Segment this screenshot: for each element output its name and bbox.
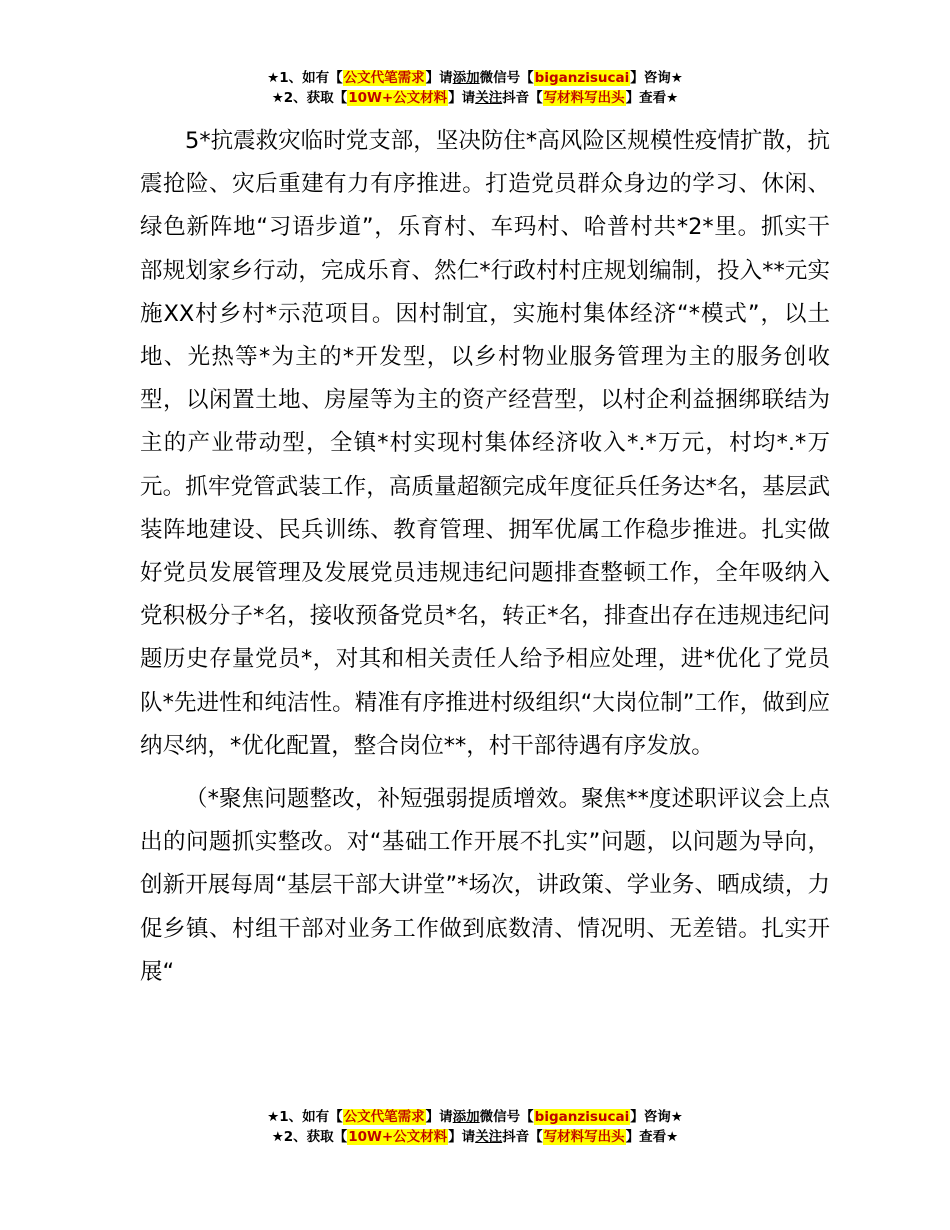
banner-line-2 [0,1127,950,1147]
highlight-materials: 10W+公文材料 [348,1129,448,1145]
highlight-wechat-id: biganzisucai [534,70,630,86]
banner-text: 】请 [425,1109,453,1125]
highlight-douyin-account: 写材料写出头 [543,90,625,106]
highlight-douyin-account: 写材料写出头 [543,1129,625,1145]
banner-line-1 [0,1107,950,1127]
banner-underlined-text: 关注 [475,90,503,106]
banner-text: 微信号【 [479,1109,534,1125]
banner-underlined-text: 关注 [475,1129,503,1145]
banner-text: 】查看★ [625,90,679,106]
banner-text: ★2、获取【 [271,90,348,106]
highlight-materials: 10W+公文材料 [348,90,448,106]
banner-text: 抖音【 [502,90,543,106]
banner-underlined-text: 添加 [452,70,480,86]
banner-text: 】查看★ [625,1129,679,1145]
body-paragraph-1: 5*抗震救灾临时党支部，坚决防住*高风险区规模性疫情扩散，抗震抢险、灾后重建有力有序推进。打造党员群众身边的学习、休闲、绿色新阵地“习语步道”，乐育村、车玛村、哈普村共*2*里。抓实干部规划家乡行动，完成乐育、然仁*行政村村庄规划编制，投入**元实施XX村乡村*示范项目。因村制宜，实施村集体经济“*模式”，以土地、光热等*为主的*开发型，以乡村物业服务管理为主的服务创收型，以闲置土地、房屋等为主的资产经营型，以村企利益捆绑联结为主的产业带动型，全镇*村实现村集体经济收入*.*万元，村均*.*万元。抓牢党管武装工作，高质量超额完成年度征兵任务达*名，基层武装阵地建设、民兵训练、教育管理、拥军优属工作稳步推进。扎实做好党员发展管理及发展党员违规违纪问题排查整顿工作，全年吸纳入党积极分子*名，接收预备党员*名，转正*名，排查出存在违规违纪问题历史存量党员*，对其和相关责任人给予相应处理，进*优化了党员队*先进性和纯洁性。精准有序推进村级组织“大岗位制”工作，做到应纳尽纳，*优化配置，整合岗位**，村干部待遇有序发放。 [140,128,830,759]
document-body [140,120,830,994]
banner-text: ★1、如有【 [267,1109,343,1125]
banner-text: 】请 [448,90,476,106]
highlight-wechat-id: biganzisucai [534,1109,630,1125]
banner-text: 抖音【 [502,1129,543,1145]
banner-line-2 [0,88,950,108]
banner-underlined-text: 添加 [452,1109,480,1125]
banner-line-1 [0,68,950,88]
highlight-service: 公文代笔需求 [343,1109,425,1125]
banner-text: 】咨询★ [630,1109,683,1125]
header-banner [0,68,950,108]
banner-text: 】请 [448,1129,476,1145]
footer-banner [0,1107,950,1147]
highlight-service: 公文代笔需求 [343,70,425,86]
banner-text: ★1、如有【 [267,70,343,86]
banner-text: 】请 [425,70,453,86]
banner-text: 】咨询★ [630,70,683,86]
body-paragraph-2: （*聚焦问题整改，补短强弱提质增效。聚焦**度述职评议会上点出的问题抓实整改。对“基础工作开展不扎实”问题，以问题为导向，创新开展每周“基层干部大讲堂”*场次，讲政策、学业务、晒成绩，力促乡镇、村组干部对业务工作做到底数清、情况明、无差错。扎实开展“ [140,786,830,985]
banner-text: ★2、获取【 [271,1129,348,1145]
banner-text: 微信号【 [479,70,534,86]
